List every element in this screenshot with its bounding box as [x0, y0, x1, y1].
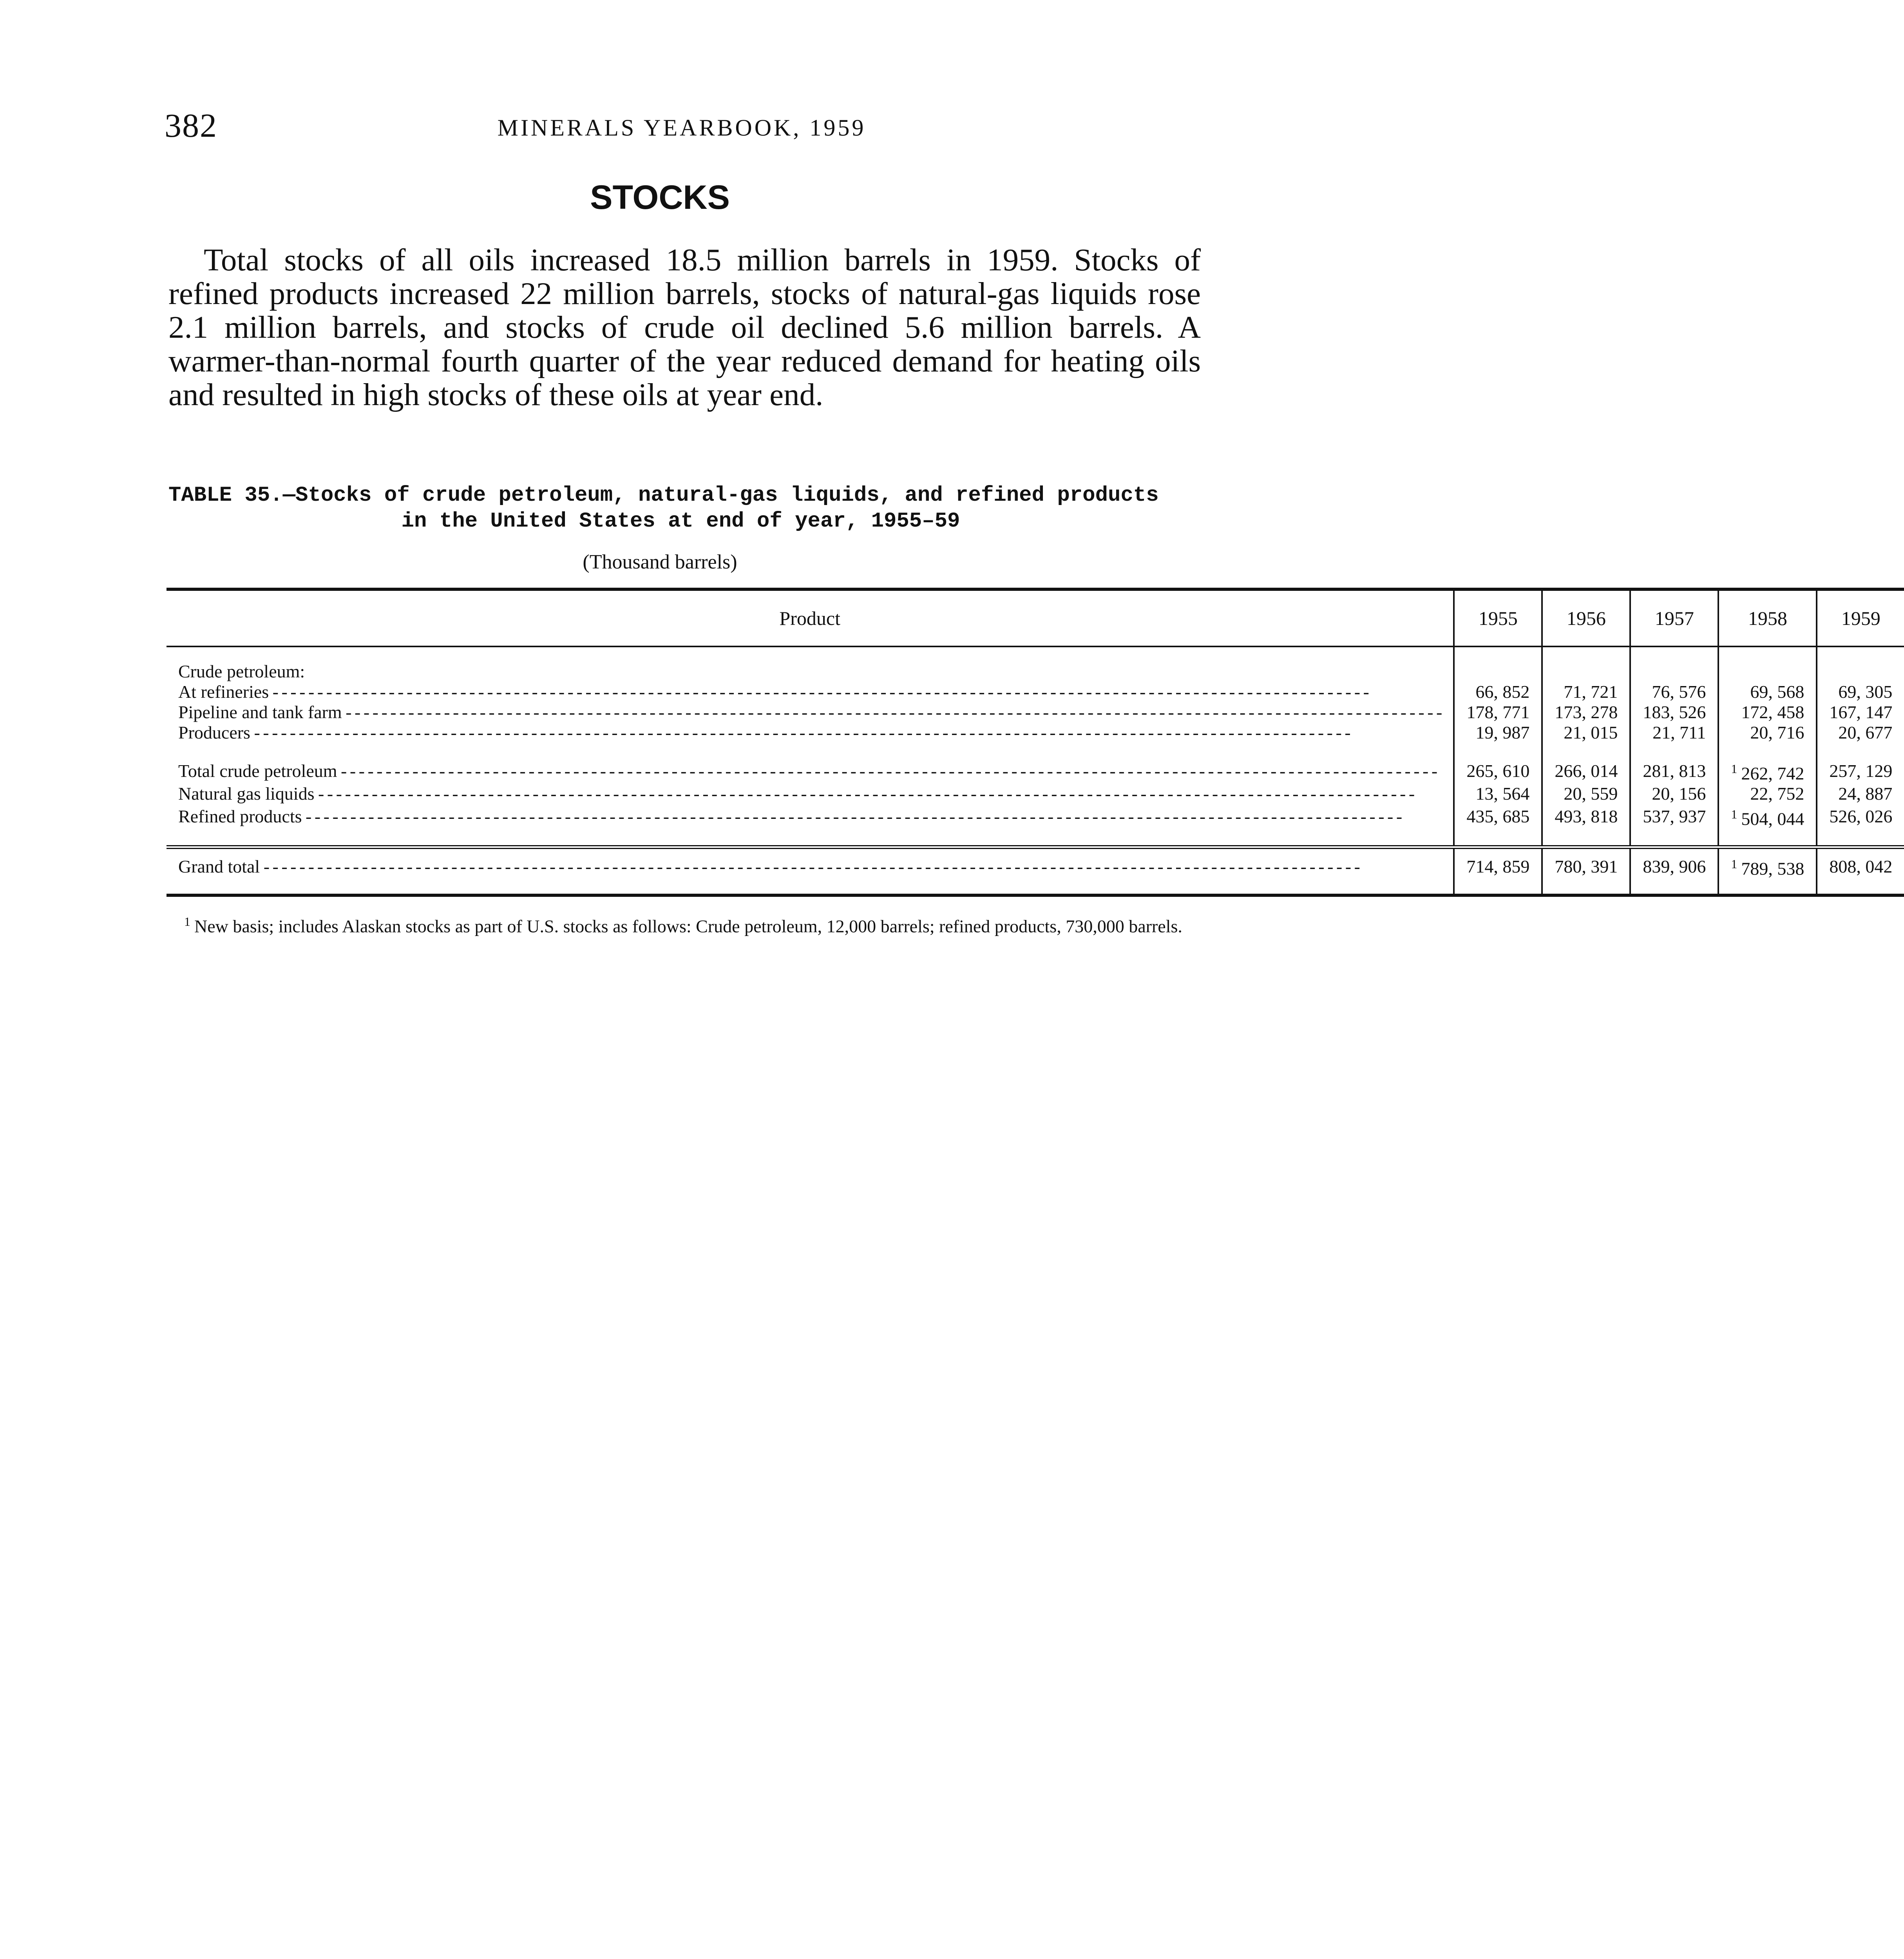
table-cell: 281, 813 [1630, 759, 1718, 784]
table-cell: 173, 278 [1542, 702, 1630, 722]
crude-heading: Crude petroleum: [178, 661, 305, 681]
running-title: MINERALS YEARBOOK, 1959 [497, 115, 866, 141]
table-row [167, 682, 1904, 702]
table-cell: 21, 711 [1630, 722, 1718, 743]
table-cell: 13, 564 [1454, 784, 1542, 804]
table-cell: $^1$ 789, 538 [1718, 847, 1817, 884]
row-label: Grand total - - - [167, 847, 1454, 884]
row-label: Refined products - - - [167, 804, 1454, 829]
table-units: (Thousand barrels) [583, 551, 737, 573]
footnote-text: New basis; includes Alaskan stocks as part of U.S. stocks as follows: Crude petroleum, 12,000 barrels; refined products, 730,000 barrels. [194, 916, 1182, 936]
table-cell: 24, 887 [1817, 784, 1904, 804]
page-number: 382 [165, 107, 217, 144]
row-label: Total crude petroleum - - - [167, 759, 1454, 784]
row-label: Natural gas liquids - - - [167, 784, 1454, 804]
table-cell: 172, 458 [1718, 702, 1817, 722]
header-1959: 1959 [1817, 589, 1904, 646]
table-cell: $^1$ 262, 742 [1718, 759, 1817, 784]
footnote-ref: 1 [1731, 807, 1737, 822]
table-cell: 66, 852 [1454, 682, 1542, 702]
section-title: STOCKS [590, 179, 730, 216]
stocks-table-wrap [167, 588, 1893, 897]
row-label: At refineries - - - [167, 682, 1454, 702]
table-cell: 537, 937 [1630, 804, 1718, 829]
table-row [167, 661, 1904, 682]
table-cell: 22, 752 [1718, 784, 1817, 804]
row-label: Producers - - - [167, 722, 1454, 743]
table-cell: 266, 014 [1542, 759, 1630, 784]
table-cell: 20, 559 [1542, 784, 1630, 804]
intro-text: Total stocks of all oils increased 18.5 million barrels in 1959. Stocks of refined products increased 22 million barrels, stocks of natural-gas liquids rose 2.1 million barrels, and stocks of crude oil declined 5.6 million barrels. A warmer-than-normal fourth quarter of the year reduced demand for heating oils and resulted in high stocks of these oils at year end. [168, 242, 1201, 412]
table-row [167, 702, 1904, 722]
header-1955: 1955 [1454, 589, 1542, 646]
table-cell: 167, 147 [1817, 702, 1904, 722]
header-1957: 1957 [1630, 589, 1718, 646]
stocks-table [167, 588, 1904, 897]
table-cell: 493, 818 [1542, 804, 1630, 829]
table-caption [168, 483, 1201, 534]
table-cell: 71, 721 [1542, 682, 1630, 702]
table-cell: 714, 859 [1454, 847, 1542, 884]
footnote-mark: 1 [184, 914, 190, 929]
table-row [167, 804, 1904, 829]
table-cell: 435, 685 [1454, 804, 1542, 829]
table-header-row [167, 589, 1904, 646]
table-cell: 20, 156 [1630, 784, 1718, 804]
table-cell: 19, 987 [1454, 722, 1542, 743]
table-cell: 780, 391 [1542, 847, 1630, 884]
table-cell: 178, 771 [1454, 702, 1542, 722]
table-caption-line-1: TABLE 35.—Stocks of crude petroleum, natural-gas liquids, and refined products [168, 483, 1159, 507]
table-cell: 183, 526 [1630, 702, 1718, 722]
header-product: Product [779, 607, 840, 629]
intro-paragraph [168, 243, 1201, 411]
header-1956: 1956 [1542, 589, 1630, 646]
page-header [165, 106, 1199, 149]
table-cell: 69, 568 [1718, 682, 1817, 702]
row-label: Pipeline and tank farm - - - [167, 702, 1454, 722]
header-1958: 1958 [1718, 589, 1817, 646]
table-cell: 20, 677 [1817, 722, 1904, 743]
table-cell: 76, 576 [1630, 682, 1718, 702]
table-cell: 20, 716 [1718, 722, 1817, 743]
table-row-grand-total [167, 847, 1904, 884]
table-cell: 257, 129 [1817, 759, 1904, 784]
table-cell: $^1$ 504, 044 [1718, 804, 1817, 829]
table-cell: 808, 042 [1817, 847, 1904, 884]
table-cell: 265, 610 [1454, 759, 1542, 784]
footnote-ref: 1 [1731, 762, 1737, 776]
table-row [167, 759, 1904, 784]
table-cell: 21, 015 [1542, 722, 1630, 743]
table-cell: 526, 026 [1817, 804, 1904, 829]
table-row [167, 784, 1904, 804]
table-cell: 69, 305 [1817, 682, 1904, 702]
table-row [167, 722, 1904, 743]
table-footnote [168, 911, 1201, 937]
table-cell: 839, 906 [1630, 847, 1718, 884]
table-caption-line-2: in the United States at end of year, 1955–59 [401, 509, 960, 533]
footnote-ref: 1 [1731, 857, 1737, 871]
